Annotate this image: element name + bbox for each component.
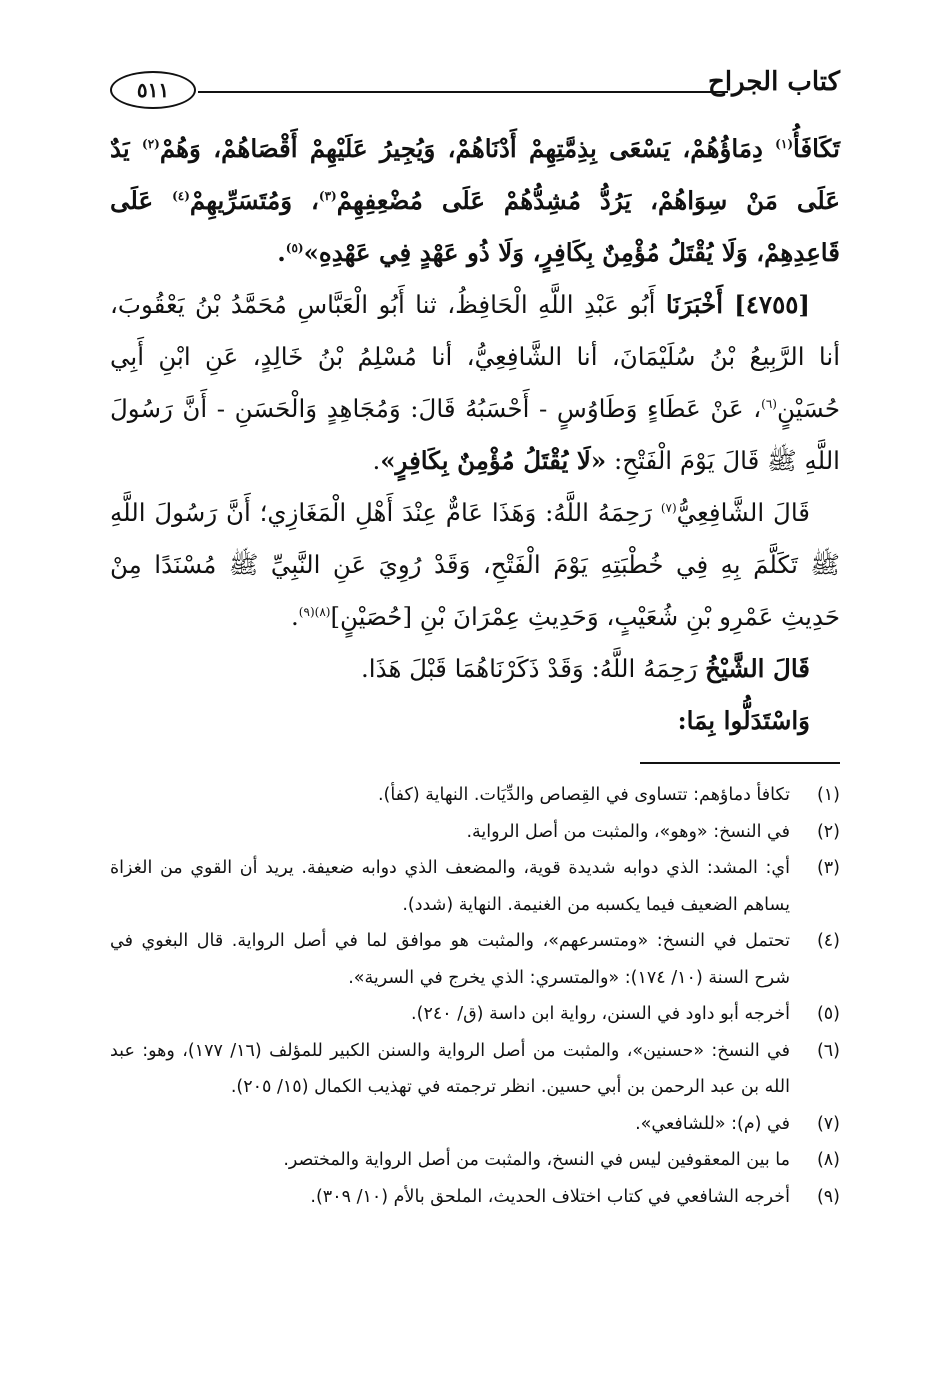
footnote-ref[interactable]: (٦): [761, 396, 777, 411]
text-run: يَدٌ عَلَى مَنْ سِوَاهُمْ، يَرُدُّ مُشِدُّهُمْ عَلَى مُضْعِفِهِمْ: [110, 134, 841, 215]
footnote-number: (٧): [816, 1113, 840, 1134]
page-number-badge: [110, 71, 196, 109]
text-run: قَالَ الشَّافِعِيُّ: [676, 498, 810, 527]
footnote-text: في النسخ: «وهو»، والمثبت من أصل الرواية.: [466, 821, 790, 842]
text-run: ، وَمُتَسَرِّيهِمْ: [189, 186, 319, 215]
footnote-number: (٥): [816, 1004, 840, 1024]
footnote: [110, 777, 840, 814]
shaykh-paragraph: [110, 643, 840, 695]
hadith-quote: «لَا يُقْتَلُ مُؤْمِنٌ بِكَافِرٍ»: [380, 446, 607, 475]
book-title: كتاب الجراح: [708, 67, 840, 97]
footnote-number: (٣): [816, 858, 840, 878]
footnote-number: (٢): [816, 821, 840, 842]
page-header: [110, 65, 840, 115]
footnote-text: تكافأ دماؤهم: تتساوى في القِصاص والدِّيَات. النهاية (كفأ).: [377, 785, 790, 805]
text-run: .: [277, 238, 286, 267]
text-run: ، عَنْ عَطَاءٍ وَطَاوُسٍ - أَحْسَبُهُ قَالَ: وَمُجَاهِدٍ وَالْحَسَنِ - أَنَّ رَسُولَ اللَّهِ ﷺ قَالَ يَوْمَ الْفَتْحِ:: [110, 394, 840, 475]
footnote-ref[interactable]: (٥): [285, 240, 304, 255]
footnote: [110, 923, 840, 996]
footnote-ref[interactable]: (٤): [172, 188, 190, 203]
footnote-separator: [640, 762, 840, 764]
footnote-text: ما بين المعقوفين ليس في النسخ، والمثبت من أصل الرواية والمختصر.: [283, 1150, 790, 1170]
footnote: [110, 1106, 840, 1143]
text-run: قَالَ الشَّيْخُ: [705, 654, 810, 683]
text-run: .: [291, 602, 299, 631]
text-run: رَحِمَهُ اللَّهُ: وَقَدْ ذَكَرْنَاهُمَا قَبْلَ هَذَا.: [361, 654, 706, 683]
text-run: .: [372, 446, 381, 475]
isnad-paragraph: [110, 279, 840, 487]
footnote-text: في (م): «للشافعي».: [635, 1113, 790, 1134]
page-number: ٥١١: [136, 78, 170, 102]
footnote: [110, 1142, 840, 1179]
hadith-paragraph: [110, 123, 840, 279]
text-run: تَكَافَأُ: [793, 134, 840, 163]
report-number: [٤٧٥٥] أَخْبَرَنَا: [665, 290, 810, 319]
header-rule: [198, 91, 728, 93]
footnote: [110, 1179, 840, 1216]
footnote-text: أخرجه الشافعي في كتاب اختلاف الحديث، الملحق بالأم (١٠/ ٣٠٩).: [310, 1186, 790, 1207]
footnote: [110, 814, 840, 851]
footnote-ref[interactable]: (٨)(٩): [298, 604, 331, 619]
footnote: [110, 996, 840, 1033]
footnote-text: أخرجه أبو داود في السنن، رواية ابن داسة (ق/ ٢٤٠).: [411, 1004, 790, 1024]
main-text: [110, 123, 840, 747]
footnote-text: أي: المشد: الذي دوابه شديدة قوية، والمضعف الذي دوابه ضعيفة. يريد أن القوي من الغزاة يساهم الضعيف فيما يكسبه من الغنيمة. النهاية (شدد).: [110, 858, 790, 915]
text-run: أَبُو عَبْدِ اللَّهِ الْحَافِظُ، ثنا أَبُو الْعَبَّاسِ مُحَمَّدُ بْنُ يَعْقُوبَ، أنا الرَّبِيعُ بْنُ سُلَيْمَانَ، أنا الشَّافِعِيُّ، أنا مُسْلِمُ بْنُ خَالِدٍ، عَنِ ابْنِ أَبِي حُسَيْنٍ: [110, 290, 840, 423]
book-page: [110, 55, 840, 1325]
footnote-number: (٩): [816, 1186, 840, 1207]
footnote-number: (٨): [816, 1150, 840, 1170]
footnotes: [110, 777, 840, 1215]
text-run: عَلَى قَاعِدِهِمْ، وَلَا يُقْتَلُ مُؤْمِنٌ بِكَافِرٍ، وَلَا ذُو عَهْدٍ فِي عَهْدِهِ»: [110, 186, 840, 267]
shafii-paragraph: [110, 487, 840, 643]
footnote-ref[interactable]: (٢): [142, 136, 160, 151]
footnote-number: (٦): [816, 1040, 840, 1061]
footnote-text: في النسخ: «حسنين»، والمثبت من أصل الرواية والسنن الكبير للمؤلف (١٦/ ١٧٧)، وهو: عبد الله بن عبد الرحمن بن أبي حسين. انظر ترجمته في تهذيب الكمال (١٥/ ٢٠٥).: [110, 1040, 790, 1097]
footnote-number: (١): [816, 785, 840, 805]
section-heading: وَاسْتَدَلُّوا بِمَا:: [677, 706, 810, 735]
footnote: [110, 1033, 840, 1106]
footnote-ref[interactable]: (١): [775, 136, 793, 151]
footnote: [110, 850, 840, 923]
footnote-ref[interactable]: (٧): [660, 500, 677, 515]
footnote-number: (٤): [816, 931, 840, 951]
text-run: دِمَاؤُهُمْ، يَسْعَى بِذِمَّتِهِمْ أَدْنَاهُمْ، وَيُجِيرُ عَلَيْهِمْ أَقْصَاهُمْ، وَهُمْ: [159, 134, 776, 163]
footnote-ref[interactable]: (٣): [318, 188, 337, 203]
text-run: رَحِمَهُ اللَّهُ: وَهَذَا عَامٌّ عِنْدَ أَهْلِ الْمَغَازِي؛ أَنَّ رَسُولَ اللَّهِ ﷺ تَكَلَّمَ بِهِ فِي خُطْبَتِهِ يَوْمَ الْفَتْحِ، وَقَدْ رُوِيَ عَنِ النَّبِيِّ ﷺ مُسْنَدًا مِنْ حَدِيثِ عَمْرِو بْنِ شُعَيْبٍ، وَحَدِيثِ عِمْرَانَ بْنِ [حُصَيْنٍ]: [110, 498, 840, 631]
footnote-text: تحتمل في النسخ: «ومتسرعهم»، والمثبت هو موافق لما في أصل الرواية. قال البغوي في شرح السنة (١٠/ ١٧٤): «والمتسري: الذي يخرج في السرية».: [110, 931, 790, 988]
